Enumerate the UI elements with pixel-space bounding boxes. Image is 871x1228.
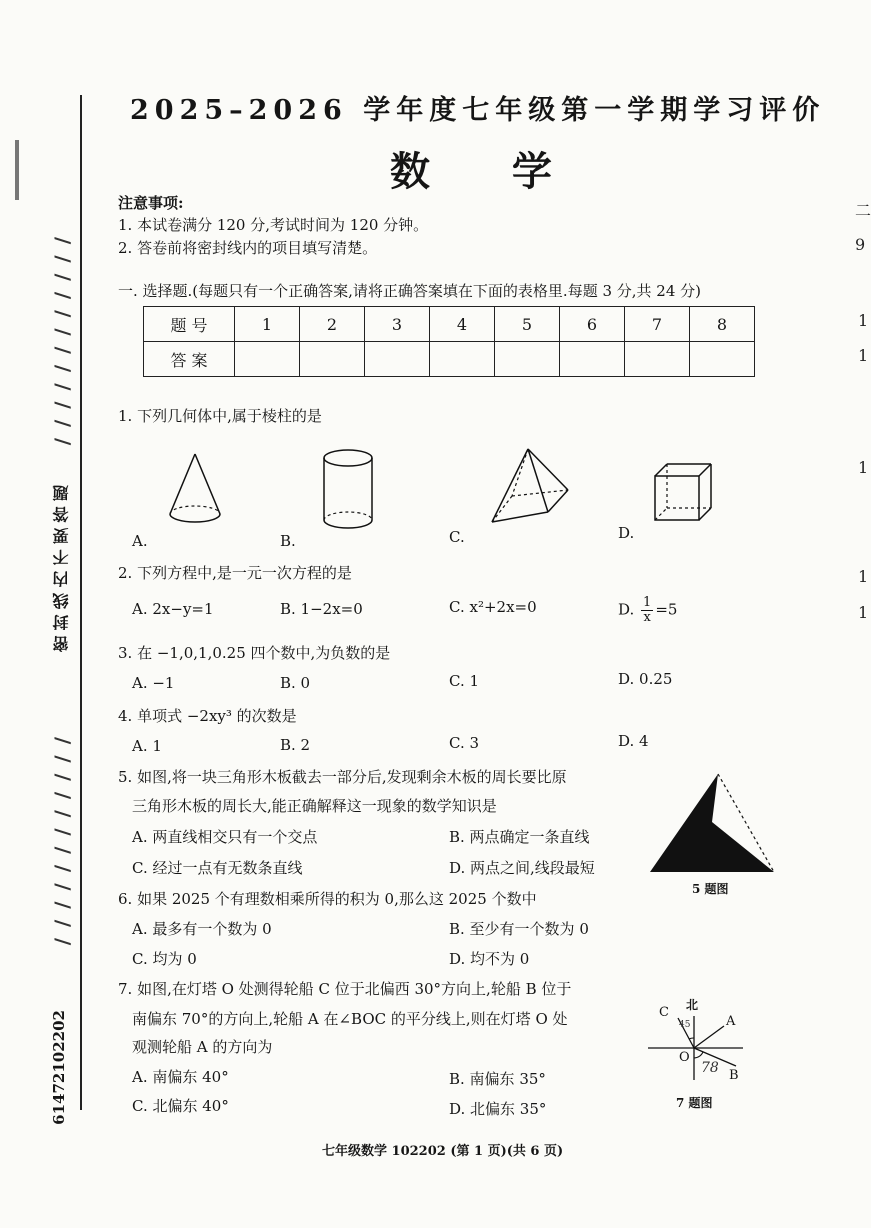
- exam-title: 2025–2026 学年度七年级第一学期学习评价: [130, 95, 826, 126]
- q5-option-b: B. 两点确定一条直线: [449, 828, 590, 846]
- table-header-number: 题 号: [144, 307, 235, 342]
- edge-char: 1: [858, 603, 869, 622]
- q2-stem: 2. 下列方程中,是一元一次方程的是: [118, 564, 352, 582]
- q7-option-c: C. 北偏东 40°: [132, 1097, 229, 1115]
- q5-stem-1: 5. 如图,将一块三角形木板截去一部分后,发现剩余木板的周长要比原: [118, 768, 567, 786]
- q2-d-prefix: D.: [618, 600, 635, 619]
- fraction-numerator: 1: [643, 595, 652, 610]
- answer-cell[interactable]: [235, 342, 300, 377]
- edge-char: 1: [858, 311, 869, 330]
- edge-char: 1: [858, 458, 869, 477]
- q5-caption: 5 题图: [692, 882, 729, 896]
- q2-d-rest: =5: [655, 600, 678, 619]
- subject-title: 数 学: [390, 148, 586, 195]
- edge-char: 二: [855, 201, 871, 220]
- answer-cell[interactable]: [495, 342, 560, 377]
- q3-option-d: D. 0.25: [618, 670, 673, 688]
- answer-cell[interactable]: [430, 342, 495, 377]
- fraction: [641, 596, 653, 625]
- answer-table: [143, 306, 755, 377]
- answer-cell[interactable]: [560, 342, 625, 377]
- q1-stem: 1. 下列几何体中,属于棱柱的是: [118, 407, 322, 425]
- notes-heading: 注意事项:: [118, 194, 184, 212]
- cylinder-figure: [318, 448, 378, 532]
- note-2: 2. 答卷前将密封线内的项目填写清楚。: [118, 239, 378, 257]
- pyramid-figure: [488, 446, 572, 528]
- section-heading: 一. 选择题.(每题只有一个正确答案,请将正确答案填在下面的表格里.每题 3 分,共 24 分): [118, 282, 702, 300]
- q4-option-a: A. 1: [132, 737, 162, 755]
- exam-code: 61472102202: [50, 1010, 68, 1125]
- q7-stem-3: 观测轮船 A 的方向为: [132, 1038, 273, 1056]
- q7-option-a: A. 南偏东 40°: [132, 1068, 229, 1086]
- q2-option-d: [618, 596, 677, 625]
- table-row: [144, 342, 755, 377]
- q3-option-c: C. 1: [449, 672, 480, 690]
- q7-stem-2: 南偏东 70°的方向上,轮船 A 在∠BOC 的平分线上,则在灯塔 O 处: [132, 1010, 568, 1028]
- binding-line: [80, 95, 82, 1110]
- q6-option-a: A. 最多有一个数为 0: [132, 920, 272, 938]
- q3-stem: 3. 在 −1,0,1,0.25 四个数中,为负数的是: [118, 644, 391, 662]
- label-b: B: [729, 1068, 739, 1083]
- label-a: A: [726, 1014, 736, 1029]
- question-number: 4: [430, 307, 495, 342]
- note-1: 1. 本试卷满分 120 分,考试时间为 120 分钟。: [118, 216, 429, 234]
- label-o: O: [679, 1050, 690, 1065]
- fraction-denominator: x: [643, 610, 651, 625]
- q3-option-a: A. −1: [132, 674, 175, 692]
- edge-char: 1: [858, 567, 869, 586]
- answer-cell[interactable]: [625, 342, 690, 377]
- q7-stem-1: 7. 如图,在灯塔 O 处测得轮船 C 位于北偏西 30°方向上,轮船 B 位于: [118, 980, 572, 998]
- question-number: 3: [365, 307, 430, 342]
- question-number: 2: [300, 307, 365, 342]
- label-c: C: [659, 1005, 669, 1020]
- q4-option-b: B. 2: [280, 736, 311, 754]
- page-footer: 七年级数学 102202 (第 1 页)(共 6 页): [322, 1144, 564, 1159]
- q5-option-d: D. 两点之间,线段最短: [449, 859, 595, 877]
- q6-option-c: C. 均为 0: [132, 950, 197, 968]
- handwritten-angle-top: 45: [679, 1020, 691, 1030]
- q6-option-d: D. 均不为 0: [449, 950, 530, 968]
- margin-mark: [15, 140, 19, 200]
- q1-option-c: C.: [449, 528, 465, 546]
- q2-option-c: C. x²+2x=0: [449, 598, 537, 616]
- q7-caption: 7 题图: [676, 1096, 713, 1110]
- handwritten-angle-bottom: 78: [701, 1060, 719, 1076]
- table-header-answer: 答 案: [144, 342, 235, 377]
- q6-option-b: B. 至少有一个数为 0: [449, 920, 589, 938]
- margin-slashes-top: / / / / / / / / / / / /: [50, 235, 74, 446]
- question-number: 7: [625, 307, 690, 342]
- cut-triangle-figure: [648, 770, 776, 874]
- seal-line-text: 密 封 线 内 不 要 答 题: [52, 485, 71, 652]
- q3-option-b: B. 0: [280, 674, 311, 692]
- answer-cell[interactable]: [690, 342, 755, 377]
- cone-figure: [166, 452, 224, 532]
- q2-option-b: B. 1−2x=0: [280, 600, 363, 618]
- label-north: 北: [686, 998, 699, 1012]
- q1-option-a: A.: [132, 532, 148, 550]
- answer-cell[interactable]: [300, 342, 365, 377]
- question-number: 8: [690, 307, 755, 342]
- q1-option-b: B.: [280, 532, 296, 550]
- q5-option-a: A. 两直线相交只有一个交点: [132, 828, 318, 846]
- q7-option-d: D. 北偏东 35°: [449, 1100, 547, 1118]
- margin-slashes-bottom: / / / / / / / / / / / /: [50, 735, 74, 946]
- question-number: 6: [560, 307, 625, 342]
- q1-option-d: D.: [618, 524, 635, 542]
- cube-figure: [652, 460, 716, 526]
- q4-option-c: C. 3: [449, 734, 480, 752]
- table-row: [144, 307, 755, 342]
- q4-option-d: D. 4: [618, 732, 649, 750]
- q5-option-c: C. 经过一点有无数条直线: [132, 859, 303, 877]
- answer-cell[interactable]: [365, 342, 430, 377]
- edge-char: 1: [858, 346, 869, 365]
- question-number: 1: [235, 307, 300, 342]
- edge-char: 9: [855, 235, 866, 254]
- q6-stem: 6. 如果 2025 个有理数相乘所得的积为 0,那么这 2025 个数中: [118, 890, 537, 908]
- q4-stem: 4. 单项式 −2xy³ 的次数是: [118, 707, 297, 725]
- q5-stem-2: 三角形木板的周长大,能正确解释这一现象的数学知识是: [132, 797, 497, 815]
- question-number: 5: [495, 307, 560, 342]
- q2-option-a: A. 2x−y=1: [132, 600, 214, 618]
- q7-option-b: B. 南偏东 35°: [449, 1070, 546, 1088]
